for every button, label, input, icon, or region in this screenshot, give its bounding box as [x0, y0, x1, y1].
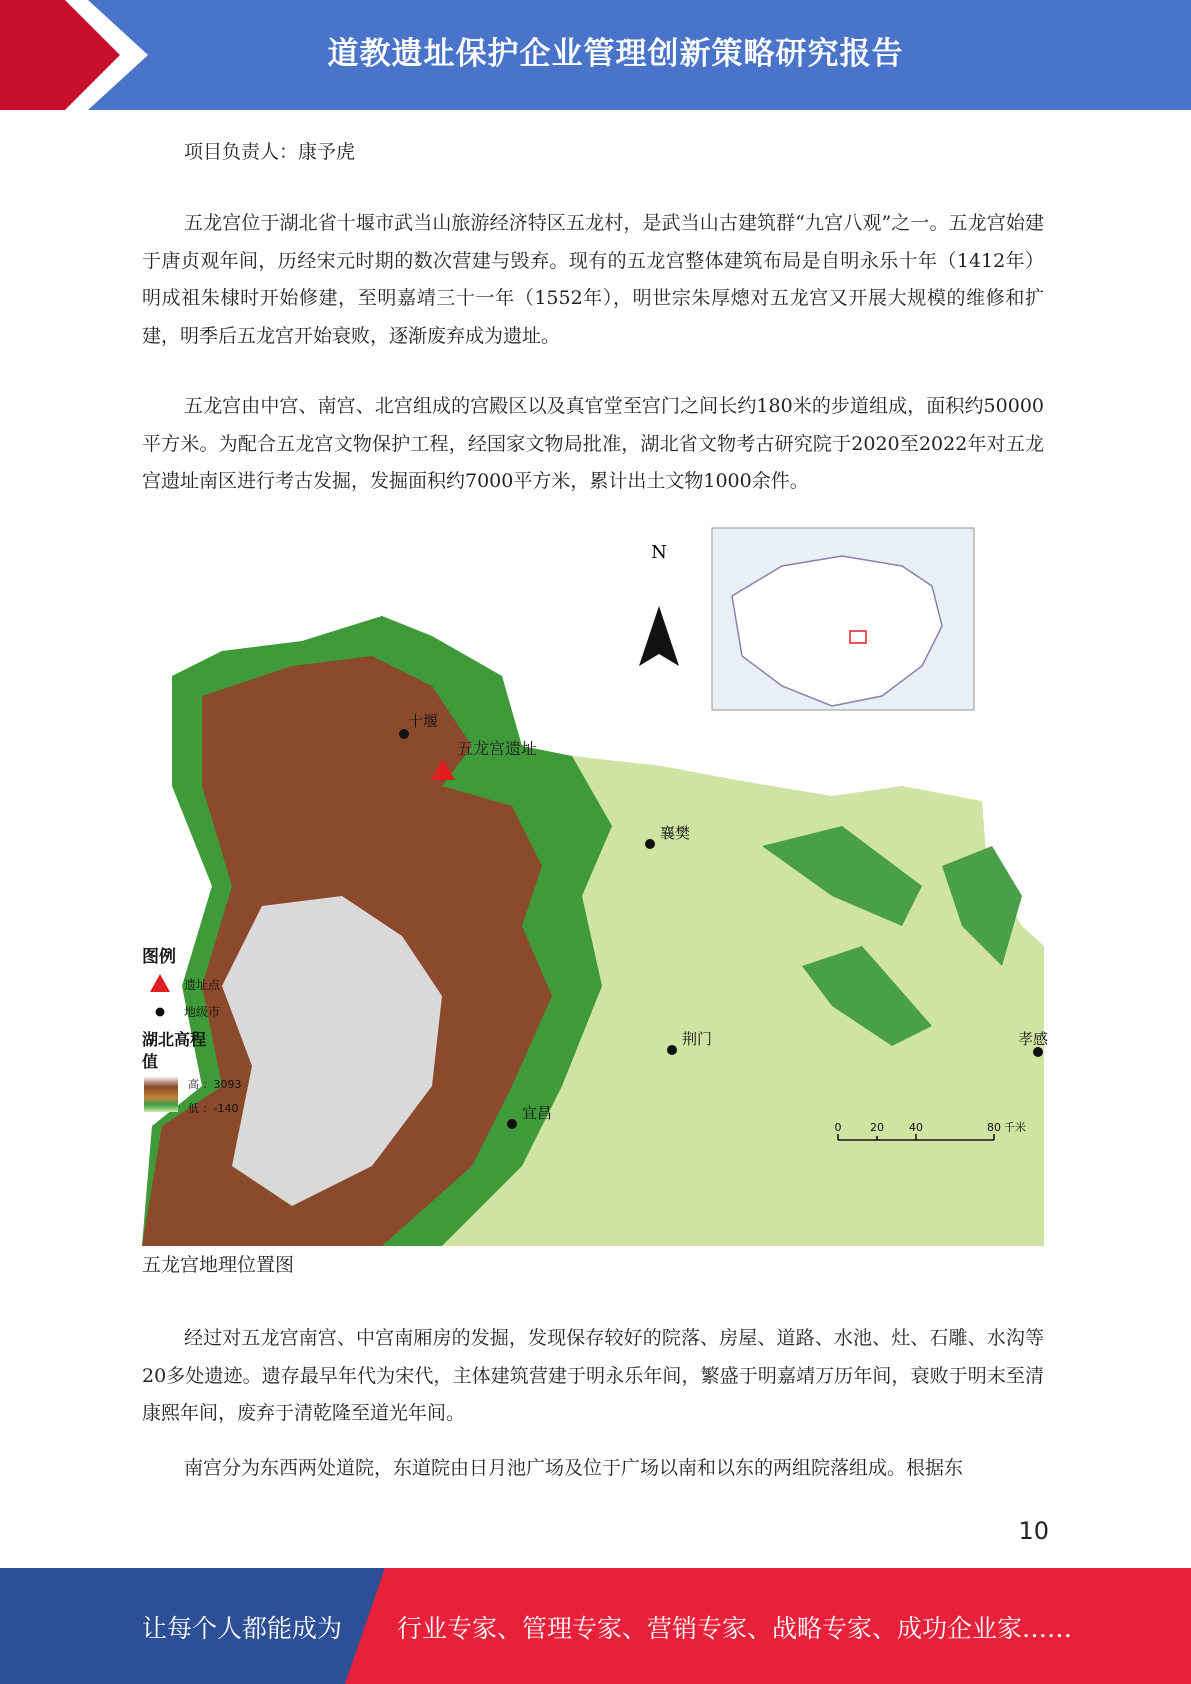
footer-slogan-left: 让每个人都能成为	[142, 1614, 343, 1643]
legend-elev-title-1: 湖北高程	[142, 1030, 207, 1049]
city-label-shiyan: 十堰	[408, 712, 439, 730]
city-label-yichang: 宜昌	[522, 1104, 553, 1122]
legend-city-icon	[156, 1008, 165, 1017]
legend-site-label: 遗址点	[184, 978, 221, 992]
paragraph-2: 五龙宫由中宫、南宫、北宫组成的宫殿区以及真官堂至宫门之间长约180米的步道组成，面积约50000平方米。为配合五龙宫文物保护工程，经国家文物局批准，湖北省文物考古研究院于2020至2022年对五龙宫遗址南区进行考古发掘，发掘面积约7000平方米，累计出土文物1000余件。	[142, 395, 1044, 492]
legend-elev-title-2: 值	[142, 1052, 159, 1071]
inset-china-map	[712, 528, 974, 710]
svg-text:千米: 千米	[1004, 1121, 1026, 1134]
legend-city-label: 地级市	[184, 1005, 221, 1019]
svg-text:0: 0	[834, 1121, 842, 1134]
city-label-xiaogan: 孝感	[1018, 1030, 1049, 1048]
svg-text:20: 20	[870, 1121, 884, 1134]
north-label: N	[651, 542, 667, 563]
location-map	[142, 542, 1049, 1246]
city-dot-icon	[1033, 1047, 1043, 1057]
legend-high: 高 ：3093	[188, 1078, 242, 1091]
figure-caption: 五龙宫地理位置图	[142, 1254, 295, 1276]
paragraph-1: 五龙宫位于湖北省十堰市武当山旅游经济特区五龙村，是武当山古建筑群“九宫八观”之一。五龙宫始建于唐贞观年间，历经宋元时期的数次营建与毁弃。现有的五龙宫整体建筑布局是自明永乐十年（1412年）明成祖朱棣时开始修建，至明嘉靖三十一年（1552年），明世宗朱厚熜对五龙宫又开展大规模的维修和扩建，明季后五龙宫开始衰败，逐渐废弃成为遗址。	[142, 212, 1044, 347]
city-dot-icon	[399, 729, 409, 739]
legend-elevation-ramp	[144, 1076, 178, 1112]
site-label: 五龙宫遗址	[457, 739, 538, 758]
city-dot-icon	[645, 839, 655, 849]
project-leader: 项目负责人：康予虎	[184, 141, 356, 163]
city-dot-icon	[667, 1045, 677, 1055]
legend-low: 低 ：-140	[188, 1102, 239, 1115]
north-arrow-icon	[639, 606, 679, 666]
report-title: 道教遗址保护企业管理创新策略研究报告	[327, 36, 904, 72]
svg-text:40: 40	[909, 1121, 923, 1134]
legend-site-icon	[150, 974, 170, 992]
legend-title: 图例	[142, 947, 176, 967]
city-label-xiangfan: 襄樊	[660, 824, 691, 842]
page-header	[0, 0, 1191, 110]
svg-text:80: 80	[987, 1121, 1001, 1134]
city-dot-icon	[507, 1119, 517, 1129]
footer-slogan-right: 行业专家、管理专家、营销专家、战略专家、成功企业家……	[397, 1614, 1073, 1643]
page-footer	[0, 1568, 1191, 1684]
paragraph-4: 南宫分为东西两处道院，东道院由日月池广场及位于广场以南和以东的两组院落组成。根据东	[184, 1457, 964, 1479]
page-number: 10	[1018, 1517, 1049, 1545]
paragraph-3: 经过对五龙宫南宫、中宫南厢房的发掘，发现保存较好的院落、房屋、道路、水池、灶、石雕、水沟等20多处遗迹。遗存最早年代为宋代，主体建筑营建于明永乐年间，繁盛于明嘉靖万历年间，衰败于明末至清康熙年间，废弃于清乾隆至道光年间。	[142, 1327, 1044, 1424]
city-label-jingmen: 荆门	[682, 1030, 713, 1048]
